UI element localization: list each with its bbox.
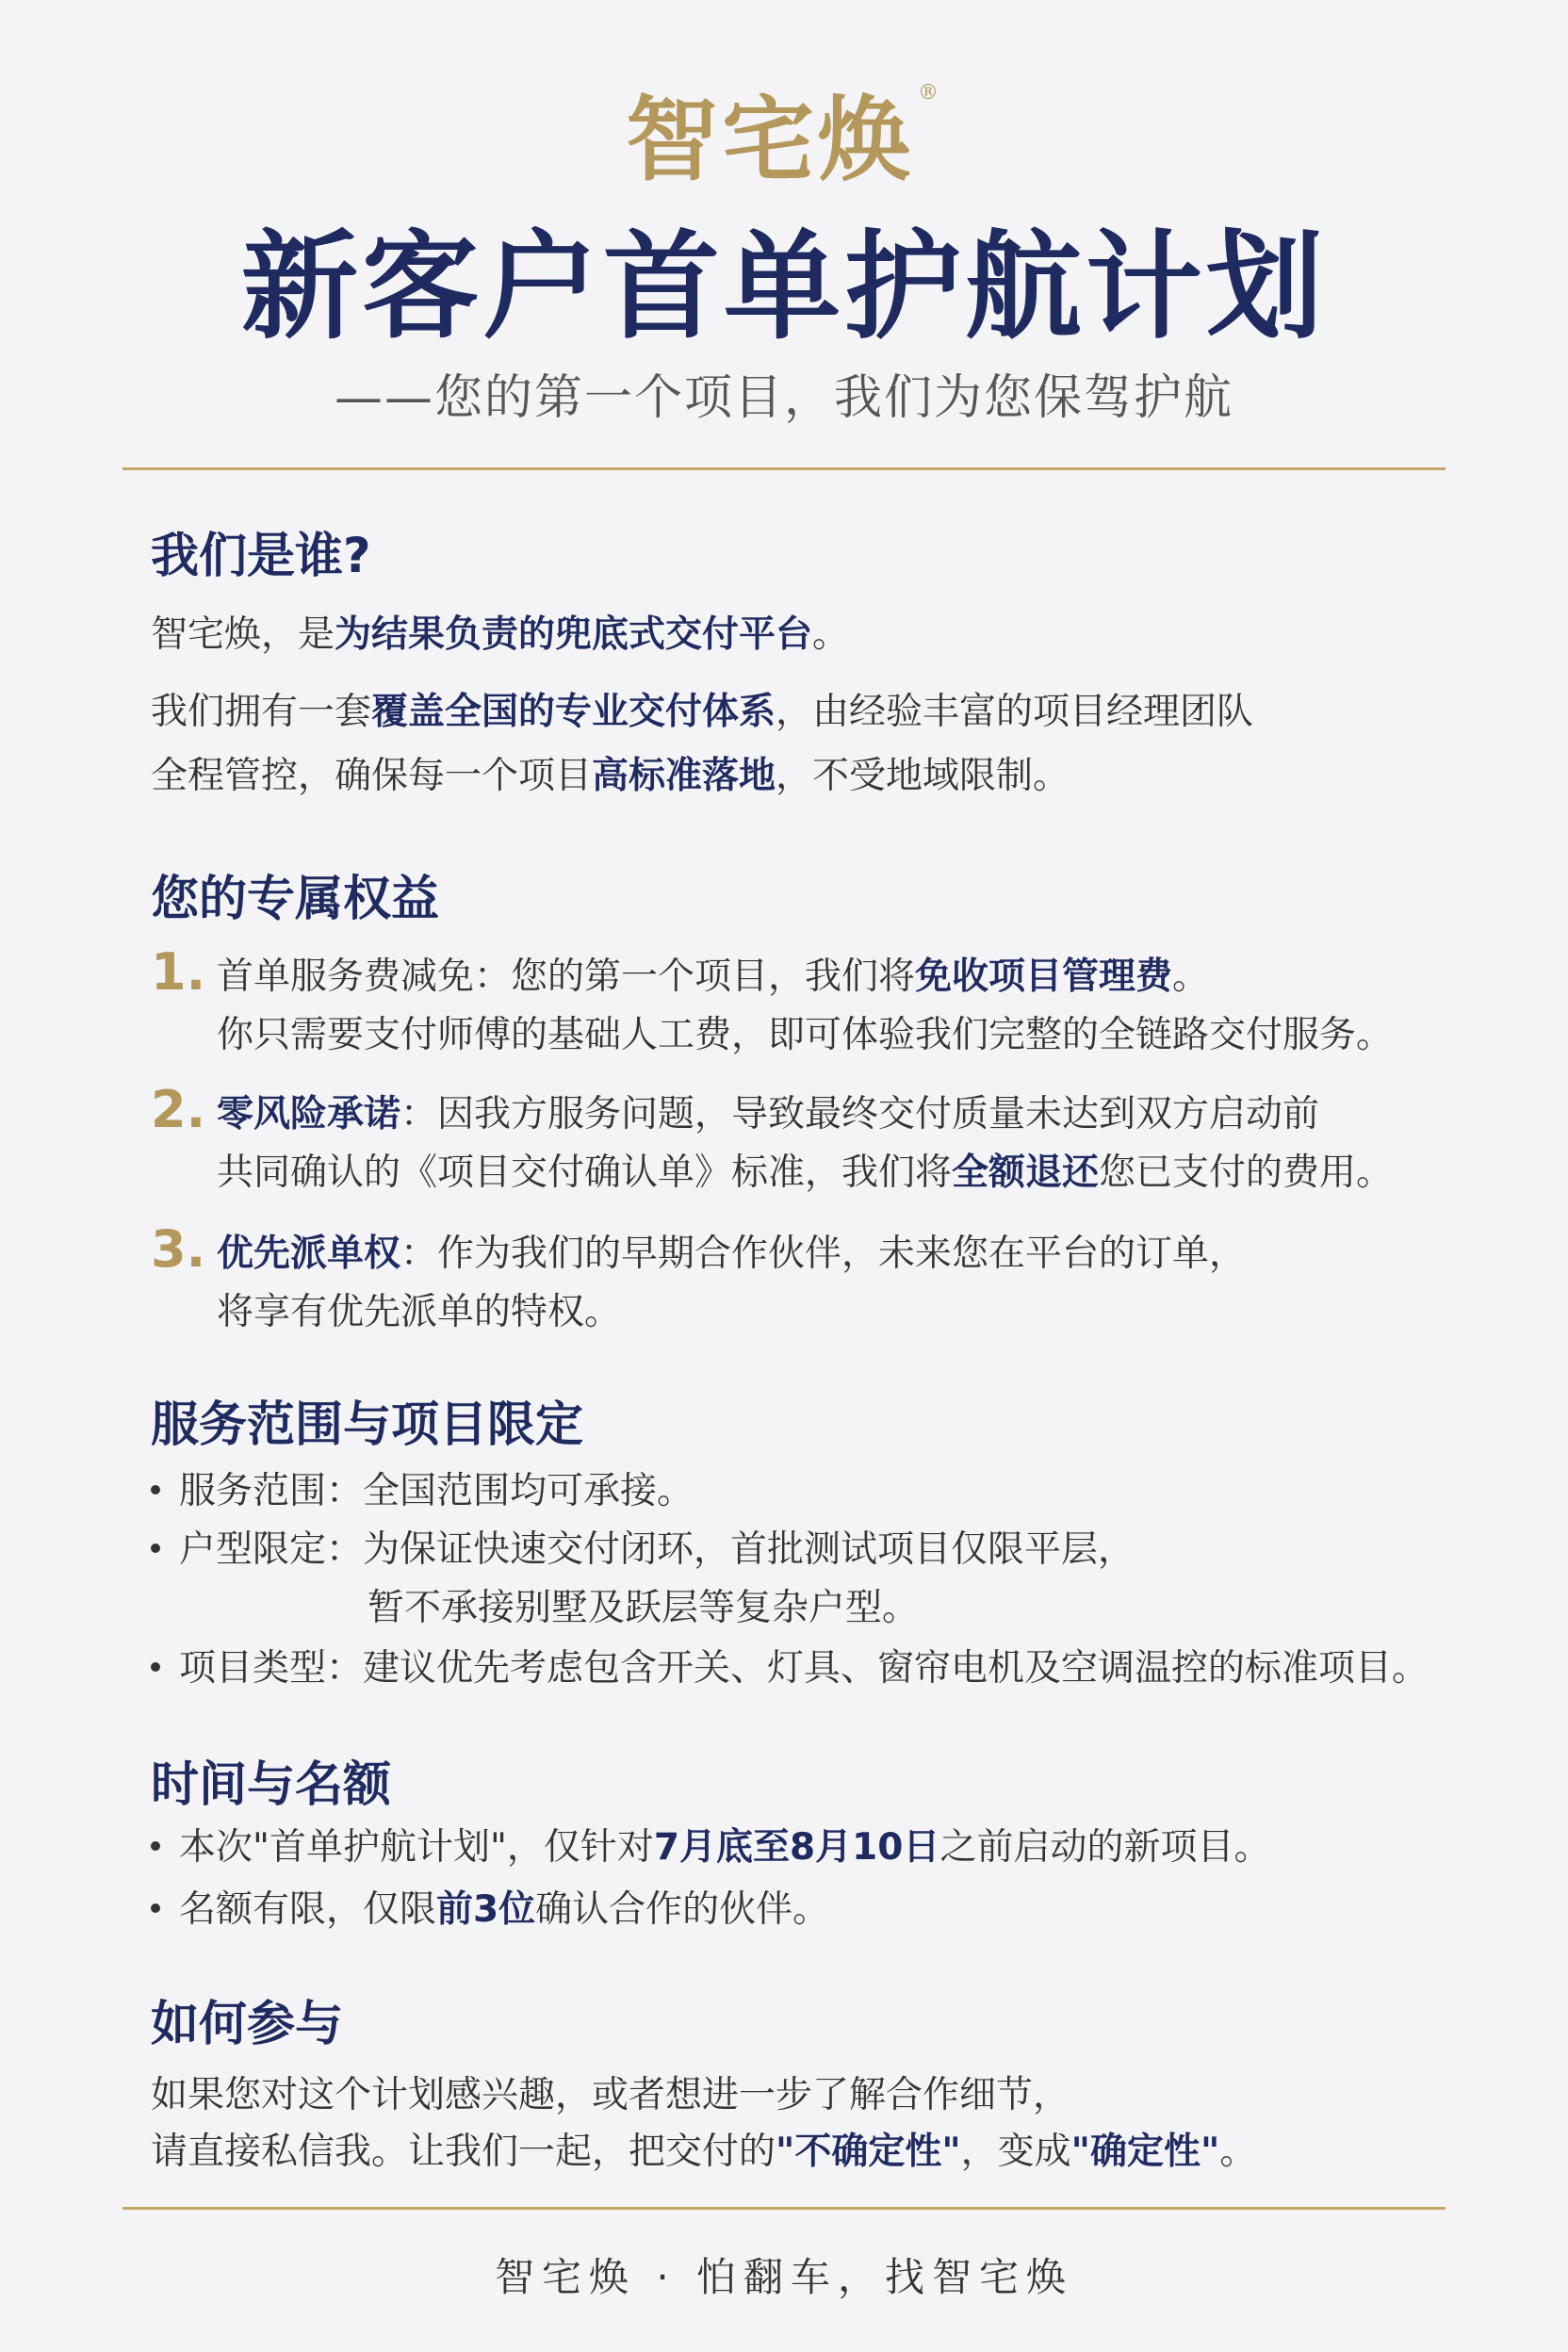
- list-item: 项目类型：建议优先考虑包含开关、灯具、窗帘电机及空调温控的标准项目。: [151, 1640, 1429, 1698]
- highlight: 优先派单权: [217, 1233, 401, 1275]
- bullet-icon: [151, 1485, 160, 1494]
- list-item: 户型限定：为保证快速交付闭环，首批测试项目仅限平层，: [151, 1521, 1135, 1579]
- bullet-icon: [151, 1841, 160, 1851]
- benefit-number: 1.: [151, 942, 206, 1002]
- who-paragraph-1: 智宅焕，是为结果负责的兜底式交付平台。: [151, 613, 850, 656]
- section-heading-join: 如何参与: [151, 1997, 344, 2052]
- registered-mark: ®: [918, 81, 942, 105]
- highlight: 免收项目管理费: [915, 956, 1173, 998]
- list-item: 名额有限，仅限前3位确认合作的伙伴。: [151, 1881, 829, 1939]
- footer-slogan: 智宅焕 · 怕翻车，找智宅焕: [494, 2254, 1074, 2300]
- highlight: 7月底至8月10日: [653, 1826, 940, 1869]
- list-item-continuation: 暂不承接别墅及跃层等复杂户型。: [368, 1587, 920, 1629]
- section-heading-who: 我们是谁?: [151, 529, 371, 584]
- section-heading-scope: 服务范围与项目限定: [151, 1397, 584, 1453]
- highlight: "确定性": [1070, 2131, 1220, 2173]
- bottom-divider: [122, 2207, 1446, 2210]
- bullet-icon: [151, 1903, 160, 1913]
- who-paragraph-3: 全程管控，确保每一个项目高标准落地，不受地域限制。: [151, 755, 1070, 797]
- highlight: 为结果负责的兜底式交付平台: [335, 613, 813, 656]
- top-divider: [122, 467, 1446, 470]
- brand-name: 智宅焕: [625, 86, 914, 194]
- highlight: 前3位: [436, 1888, 536, 1931]
- highlight: 零风险承诺: [217, 1093, 401, 1135]
- bullet-icon: [151, 1544, 160, 1553]
- benefit-number: 2.: [151, 1080, 206, 1139]
- highlight: 全额退还: [952, 1152, 1100, 1194]
- bullet-icon: [151, 1662, 160, 1672]
- section-heading-time: 时间与名额: [151, 1757, 392, 1813]
- benefit-number: 3.: [151, 1219, 206, 1279]
- poster: 智宅焕 ® 新客户首单护航计划 ——您的第一个项目，我们为您保驾护航 我们是谁? 智宅焕，是为结果负责的兜底式交付平台。 我们拥有一套覆盖全国的专业交付体系，由经验丰富的项目经理团队 全程管控，确保每一个项目高标准落地，不受地域限制。 您的专属权益 1. 首单服务费减免：您的第一个项目，我们将免收项目管理费。 你只需要支付师傅的基础人工费，即可体验我们完整的全链路交付服务。 2. 零风险承诺：因我方服务问题，导致最终交付质量未达到双方启动前 共同确认的《项目交付确认单》标准，我们将全额退还您已支付的费用。 3. 优先派单权：作为我们的早期合作伙伴，未来您在平台的订单， 将享有优先派单的特权。 服务范围与项目限定 服务范围：全国范围均可承接。 户型限定：为保证快速交付闭环，首批测试项目仅限平层， 暂不承接别墅及跃层等复杂户型。 项目类型：建议优先考虑包含开关、灯具、窗帘电机及空调温控的标准项目。 时间与名额 本次"首单护航计划"，仅针对7月底至8月10日之前启动的新项目。 名额有限，仅限前3位确认合作的伙伴。 如何参与 如果您对这个计划感兴趣，或者想进一步了解合作细节， 请直接私信我。让我们一起，把交付的"不确定性"，变成"确定性"。 智宅焕 · 怕翻车，找智宅焕: [0, 0, 1568, 2352]
- page-title: 新客户首单护航计划: [240, 220, 1327, 355]
- section-heading-benefits: 您的专属权益: [151, 872, 440, 927]
- highlight: 覆盖全国的专业交付体系: [371, 691, 776, 733]
- brand-logo: [0, 66, 1568, 199]
- who-paragraph-2: 我们拥有一套覆盖全国的专业交付体系，由经验丰富的项目经理团队: [151, 691, 1254, 733]
- highlight: "不确定性": [776, 2131, 961, 2173]
- page-subtitle: ——您的第一个项目，我们为您保驾护航: [334, 370, 1233, 426]
- join-paragraph-1: 如果您对这个计划感兴趣，或者想进一步了解合作细节，: [151, 2074, 1070, 2116]
- list-item: 服务范围：全国范围均可承接。: [151, 1462, 694, 1521]
- join-paragraph-2: 请直接私信我。让我们一起，把交付的"不确定性"，变成"确定性"。: [151, 2131, 1257, 2173]
- list-item: 本次"首单护航计划"，仅针对7月底至8月10日之前启动的新项目。: [151, 1819, 1270, 1877]
- highlight: 高标准落地: [592, 755, 776, 797]
